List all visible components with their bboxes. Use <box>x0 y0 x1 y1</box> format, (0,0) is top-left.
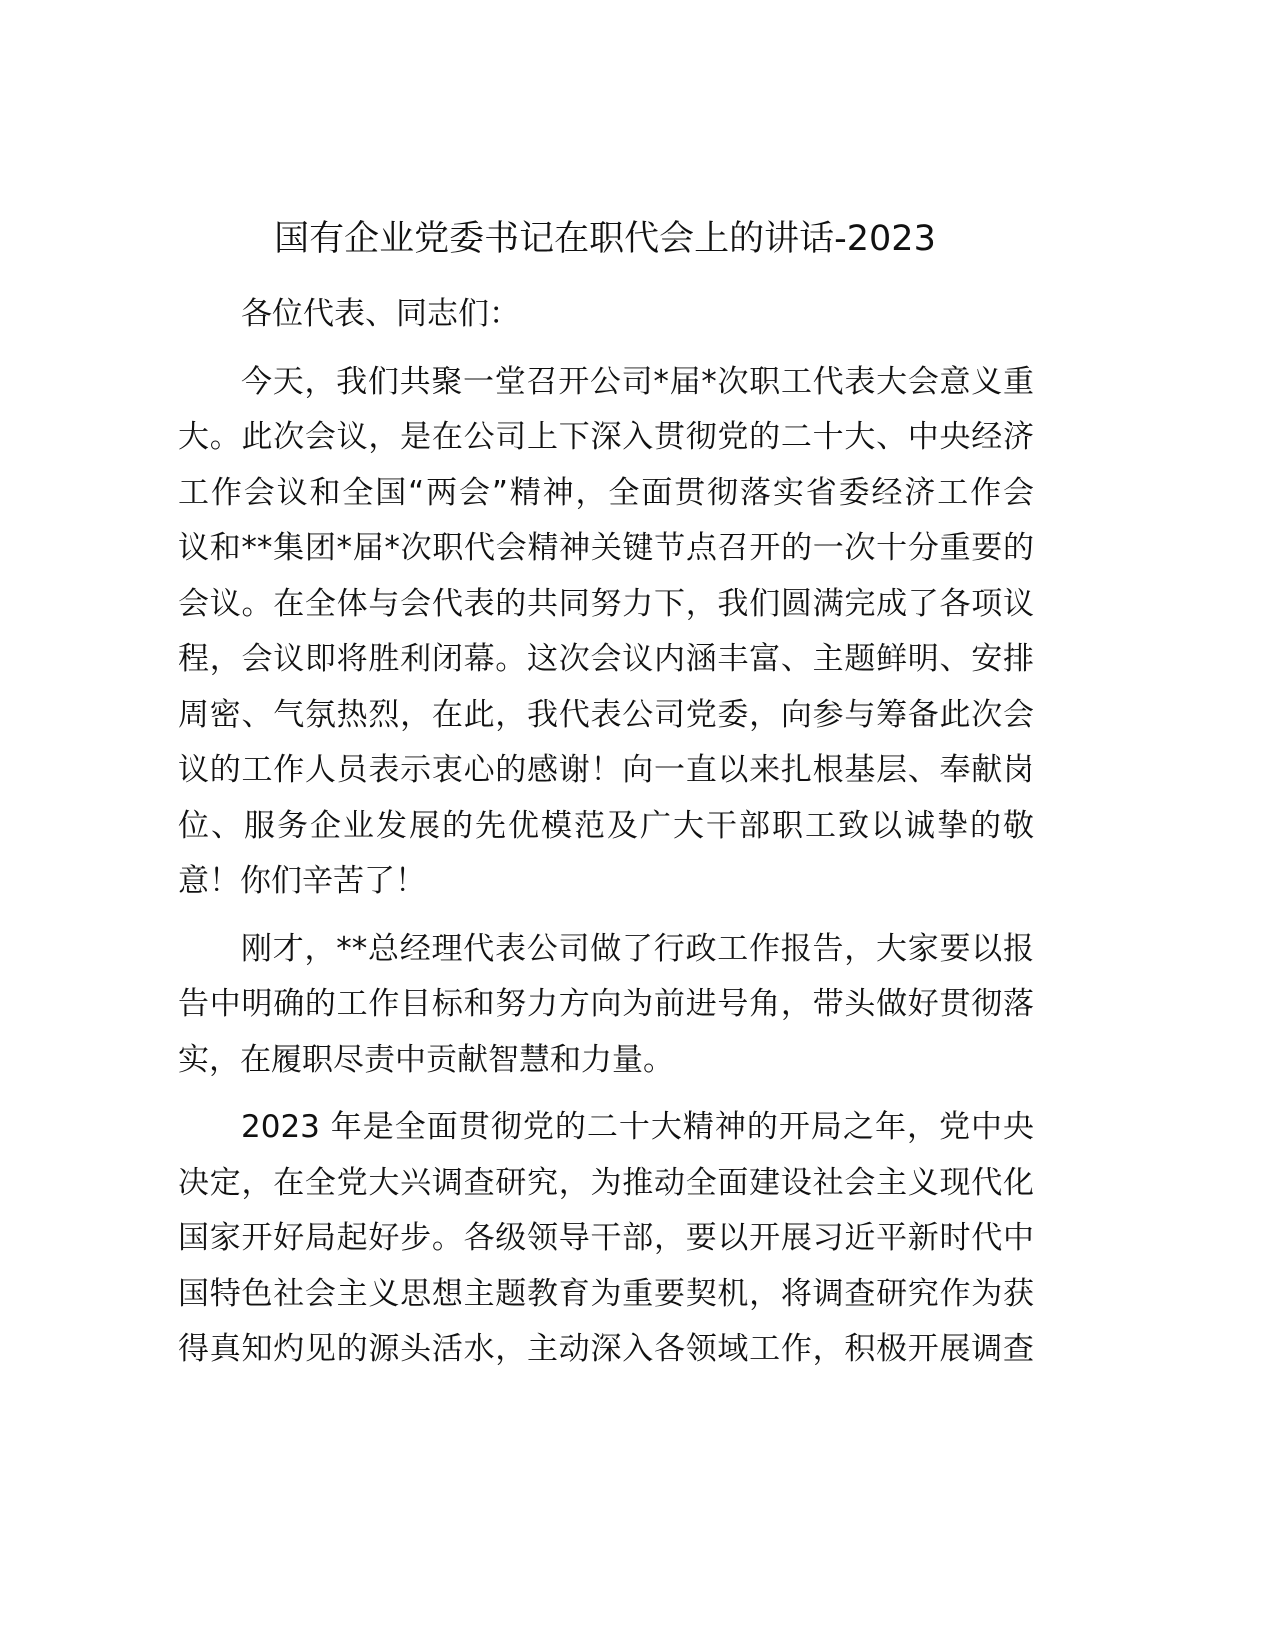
text-line: 告中明确的工作目标和努力方向为前进号角，带头做好贯彻落 <box>178 986 1034 1022</box>
text-line: 国特色社会主义思想主题教育为重要契机，将调查研究作为获 <box>178 1275 1034 1312</box>
text-line: 议和**集团*届*次职代会精神关键节点召开的一次十分重要的 <box>178 530 1034 566</box>
text-line: 得真知灼见的源头活水，主动深入各领域工作，积极开展调查 <box>178 1331 1034 1367</box>
text-line: 会议。在全体与会代表的共同努力下，我们圆满完成了各项议 <box>178 585 1034 622</box>
text-line: 大。此次会议，是在公司上下深入贯彻党的二十大、中央经济 <box>178 419 1034 455</box>
text-line: 决定，在全党大兴调查研究，为推动全面建设社会主义现代化 <box>178 1164 1034 1201</box>
text-line: 程，会议即将胜利闭幕。这次会议内涵丰富、主题鲜明、安排 <box>178 641 1034 677</box>
text-line: 工作会议和全国“两会”精神，全面贯彻落实省委经济工作会 <box>178 474 1034 511</box>
paragraph <box>178 922 1034 1089</box>
paragraph <box>178 355 1034 910</box>
paragraph <box>178 1100 1034 1378</box>
text-line: 周密、气氛热烈，在此，我代表公司党委，向参与筹备此次会 <box>178 696 1034 733</box>
text-line: 各位代表、同志们： <box>241 296 520 332</box>
text-line: 意！你们辛苦了！ <box>178 863 426 899</box>
text-line: 刚才，**总经理代表公司做了行政工作报告，大家要以报 <box>241 930 1034 967</box>
salutation <box>178 287 1034 343</box>
text-line: 议的工作人员表示衷心的感谢！向一直以来扎根基层、奉献岗 <box>178 752 1034 788</box>
text-line: 位、服务企业发展的先优模范及广大干部职工致以诚挚的敬 <box>178 807 1034 844</box>
document-body <box>178 287 1034 1390</box>
text-line: 今天，我们共聚一堂召开公司*届*次职工代表大会意义重 <box>241 363 1034 400</box>
text-line: 2023 年是全面贯彻党的二十大精神的开局之年，党中央 <box>241 1109 1034 1145</box>
text-line: 国家开好局起好步。各级领导干部，要以开展习近平新时代中 <box>178 1220 1034 1256</box>
text-line: 实，在履职尽责中贡献智慧和力量。 <box>178 1041 674 1078</box>
document-title: 国有企业党委书记在职代会上的讲话-2023 <box>274 219 936 259</box>
